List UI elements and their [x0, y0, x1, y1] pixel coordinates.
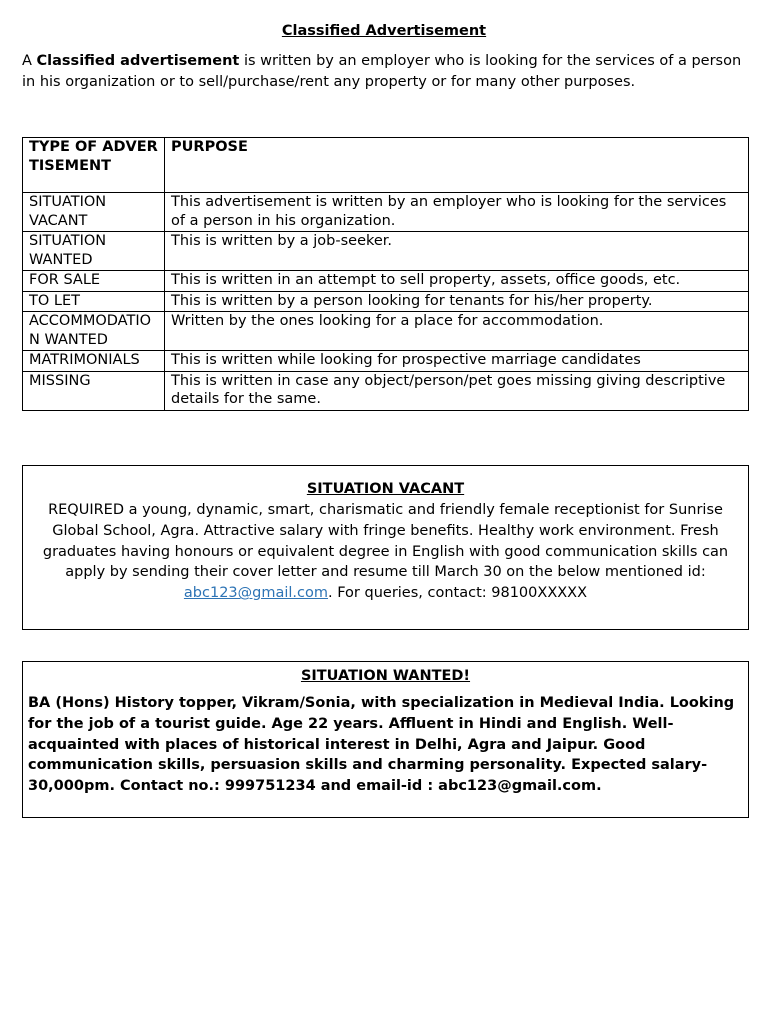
- situation-wanted-body: BA (Hons) History topper, Vikram/Sonia, with specialization in Medieval India. Looking for the job of a tourist guide. Age 22 years. Affluent in Hindi and English. Well-acquainted with places of historical interest in Delhi, Agra and Jaipur. Good communication skills, persuasion skills and charming personality. Expected salary- 30,000pm. Contact no.: 999751234 and email-id : abc123@gmail.com.: [28, 695, 735, 795]
- intro-bold-term: Classified advertisement: [36, 53, 240, 69]
- row-type: TO LET: [23, 291, 165, 312]
- row-type: MATRIMONIALS: [23, 351, 165, 372]
- row-purpose: This is written by a job-seeker.: [165, 232, 749, 271]
- row-type: SITUATION VACANT: [23, 193, 165, 232]
- situation-vacant-title: SITUATION VACANT: [306, 481, 465, 497]
- header-purpose: PURPOSE: [165, 138, 749, 193]
- advertisement-types-table: [22, 137, 749, 411]
- table-header-row: [23, 138, 749, 193]
- row-type: FOR SALE: [23, 271, 165, 292]
- row-type: MISSING: [23, 371, 165, 410]
- row-purpose: This is written by a person looking for tenants for his/her property.: [165, 291, 749, 312]
- table-row: [23, 232, 749, 271]
- table-row: [23, 291, 749, 312]
- situation-vacant-contact: . For queries, contact: 98100XXXXX: [328, 585, 588, 602]
- situation-vacant-ad: [22, 465, 749, 630]
- table-row: [23, 351, 749, 372]
- situation-vacant-body: [23, 500, 748, 604]
- intro-rest: is written by an employer who is looking for the services of a person in his organization or to sell/purchase/rent any property or for many other purposes.: [22, 53, 742, 90]
- table-row: [23, 193, 749, 232]
- row-type: SITUATION WANTED: [23, 232, 165, 271]
- email-link[interactable]: abc123@gmail.com: [183, 585, 329, 602]
- table-row: [23, 312, 749, 351]
- table-row: [23, 271, 749, 292]
- intro-paragraph: [22, 51, 750, 93]
- row-purpose: Written by the ones looking for a place for accommodation.: [165, 312, 749, 351]
- situation-wanted-title: SITUATION WANTED!: [300, 668, 471, 684]
- intro-prefix: A: [22, 53, 37, 69]
- situation-vacant-text: REQUIRED a young, dynamic, smart, charismatic and friendly female receptionist for Sunrise Global School, Agra. Attractive salary with fringe benefits. Healthy work environment. Fresh graduates having honours or equivalent degree in English with good communication skills can apply by sending their cover letter and resume till March 30 on the below mentioned id:: [42, 502, 729, 581]
- row-type: ACCOMMODATION WANTED: [23, 312, 165, 351]
- header-type: TYPE OF ADVERTISEMENT: [23, 138, 165, 193]
- row-purpose: This is written while looking for prospective marriage candidates: [165, 351, 749, 372]
- row-purpose: This is written in case any object/person/pet goes missing giving descriptive details for the same.: [165, 371, 749, 410]
- row-purpose: This is written in an attempt to sell property, assets, office goods, etc.: [165, 271, 749, 292]
- row-purpose: This advertisement is written by an employer who is looking for the services of a person in his organization.: [165, 193, 749, 232]
- document-title: Classified Advertisement: [281, 23, 487, 39]
- situation-wanted-ad: [22, 661, 749, 818]
- table-row: [23, 371, 749, 410]
